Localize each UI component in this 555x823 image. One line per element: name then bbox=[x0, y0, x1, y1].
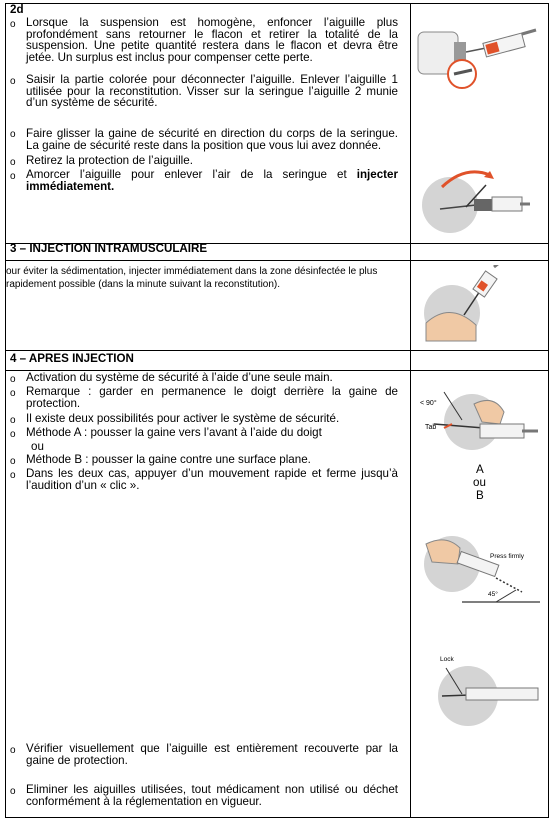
or-text: ou bbox=[31, 440, 44, 453]
bullet: o bbox=[10, 19, 16, 30]
vial-syringe-illustration bbox=[414, 12, 540, 92]
bullet: o bbox=[10, 157, 16, 168]
section-4-item-1: Activation du système de sécurité à l’aide d’une seule main. bbox=[26, 371, 333, 384]
step-2d-item-2: Saisir la partie colorée pour déconnecter l’aiguille. Enlever l’aiguille 1 utilisée pour la reconstitution. Visser sur la seringue l’aiguille 2 munie d’un système de sécurité. bbox=[26, 73, 398, 109]
method-b-illustration bbox=[418, 530, 544, 610]
bullet: o bbox=[10, 745, 16, 756]
section-4-item-6: Dans les deux cas, appuyer d’un mouvement rapide et ferme jusqu’à l’audition d’un « clic ». bbox=[26, 467, 398, 492]
bullet: o bbox=[10, 374, 16, 385]
bullet: o bbox=[10, 470, 16, 481]
section-4-item-2: Remarque : garder en permanence le doigt derrière la gaine de protection. bbox=[26, 385, 398, 410]
press-firmly-label: Press firmly bbox=[490, 553, 524, 560]
bullet: o bbox=[10, 786, 16, 797]
step-2d-item-4: Retirez la protection de l’aiguille. bbox=[26, 154, 193, 167]
bullet: o bbox=[10, 429, 16, 440]
section-3-text: our éviter la sédimentation, injecter immédiatement dans la zone désinfectée le plus rapidement possible (dans la minute suivant la reconstitution). bbox=[6, 266, 378, 290]
angle-label: < 90° bbox=[420, 400, 437, 407]
section-4-bottom-2: Eliminer les aiguilles utilisées, tout médicament non utilisé ou déchet conformément à la réglementation en vigueur. bbox=[26, 783, 398, 808]
bullet: o bbox=[10, 456, 16, 467]
column-divider bbox=[410, 4, 411, 817]
figure-label-a: A bbox=[476, 463, 484, 476]
bullet: o bbox=[10, 76, 16, 87]
figure-label-b: B bbox=[476, 489, 484, 502]
section-4-item-5: Méthode B : pousser la gaine contre une surface plane. bbox=[26, 453, 311, 466]
row-divider bbox=[6, 350, 548, 351]
needle-sheath-illustration bbox=[420, 165, 532, 237]
method-a-illustration bbox=[414, 384, 544, 454]
bullet: o bbox=[10, 129, 16, 140]
section-4-item-4: Méthode A : pousser la gaine vers l’avant à l’aide du doigt bbox=[26, 426, 322, 439]
step-2d-item-3: Faire glisser la gaine de sécurité en direction du corps de la seringue. La gaine de sécurité reste dans la position que vous lui avez donnée. bbox=[26, 127, 398, 152]
section-4-title: 4 – APRES INJECTION bbox=[10, 352, 134, 365]
row-divider bbox=[6, 260, 548, 261]
lock-illustration bbox=[436, 658, 542, 730]
section-3-title: 3 – INJECTION INTRAMUSCULAIRE bbox=[10, 242, 208, 255]
bullet: o bbox=[10, 415, 16, 426]
step-label: 2d bbox=[10, 3, 24, 16]
injection-illustration bbox=[420, 265, 510, 343]
step-2d-item-5: Amorcer l’aiguille pour enlever l’air de la seringue et injecter immédiatement. bbox=[26, 168, 398, 193]
bullet: o bbox=[10, 171, 16, 182]
tab-label: Tab bbox=[425, 424, 437, 431]
angle-45-label: 45° bbox=[488, 591, 498, 598]
lock-label: Lock bbox=[440, 656, 454, 663]
step-2d-item-1: Lorsque la suspension est homogène, enfoncer l’aiguille plus profondément sans retourner le flacon et retirer la totalité de la suspension. Une petite quantité restera dans le flacon et devra être jetée. Un surplus est inclus pour compenser cette perte. bbox=[26, 16, 398, 64]
figure-label-or: ou bbox=[473, 476, 486, 489]
bullet: o bbox=[10, 388, 16, 399]
section-4-item-3: Il existe deux possibilités pour activer le système de sécurité. bbox=[26, 412, 340, 425]
section-4-bottom-1: Vérifier visuellement que l’aiguille est entièrement recouverte par la gaine de protection. bbox=[26, 742, 398, 767]
